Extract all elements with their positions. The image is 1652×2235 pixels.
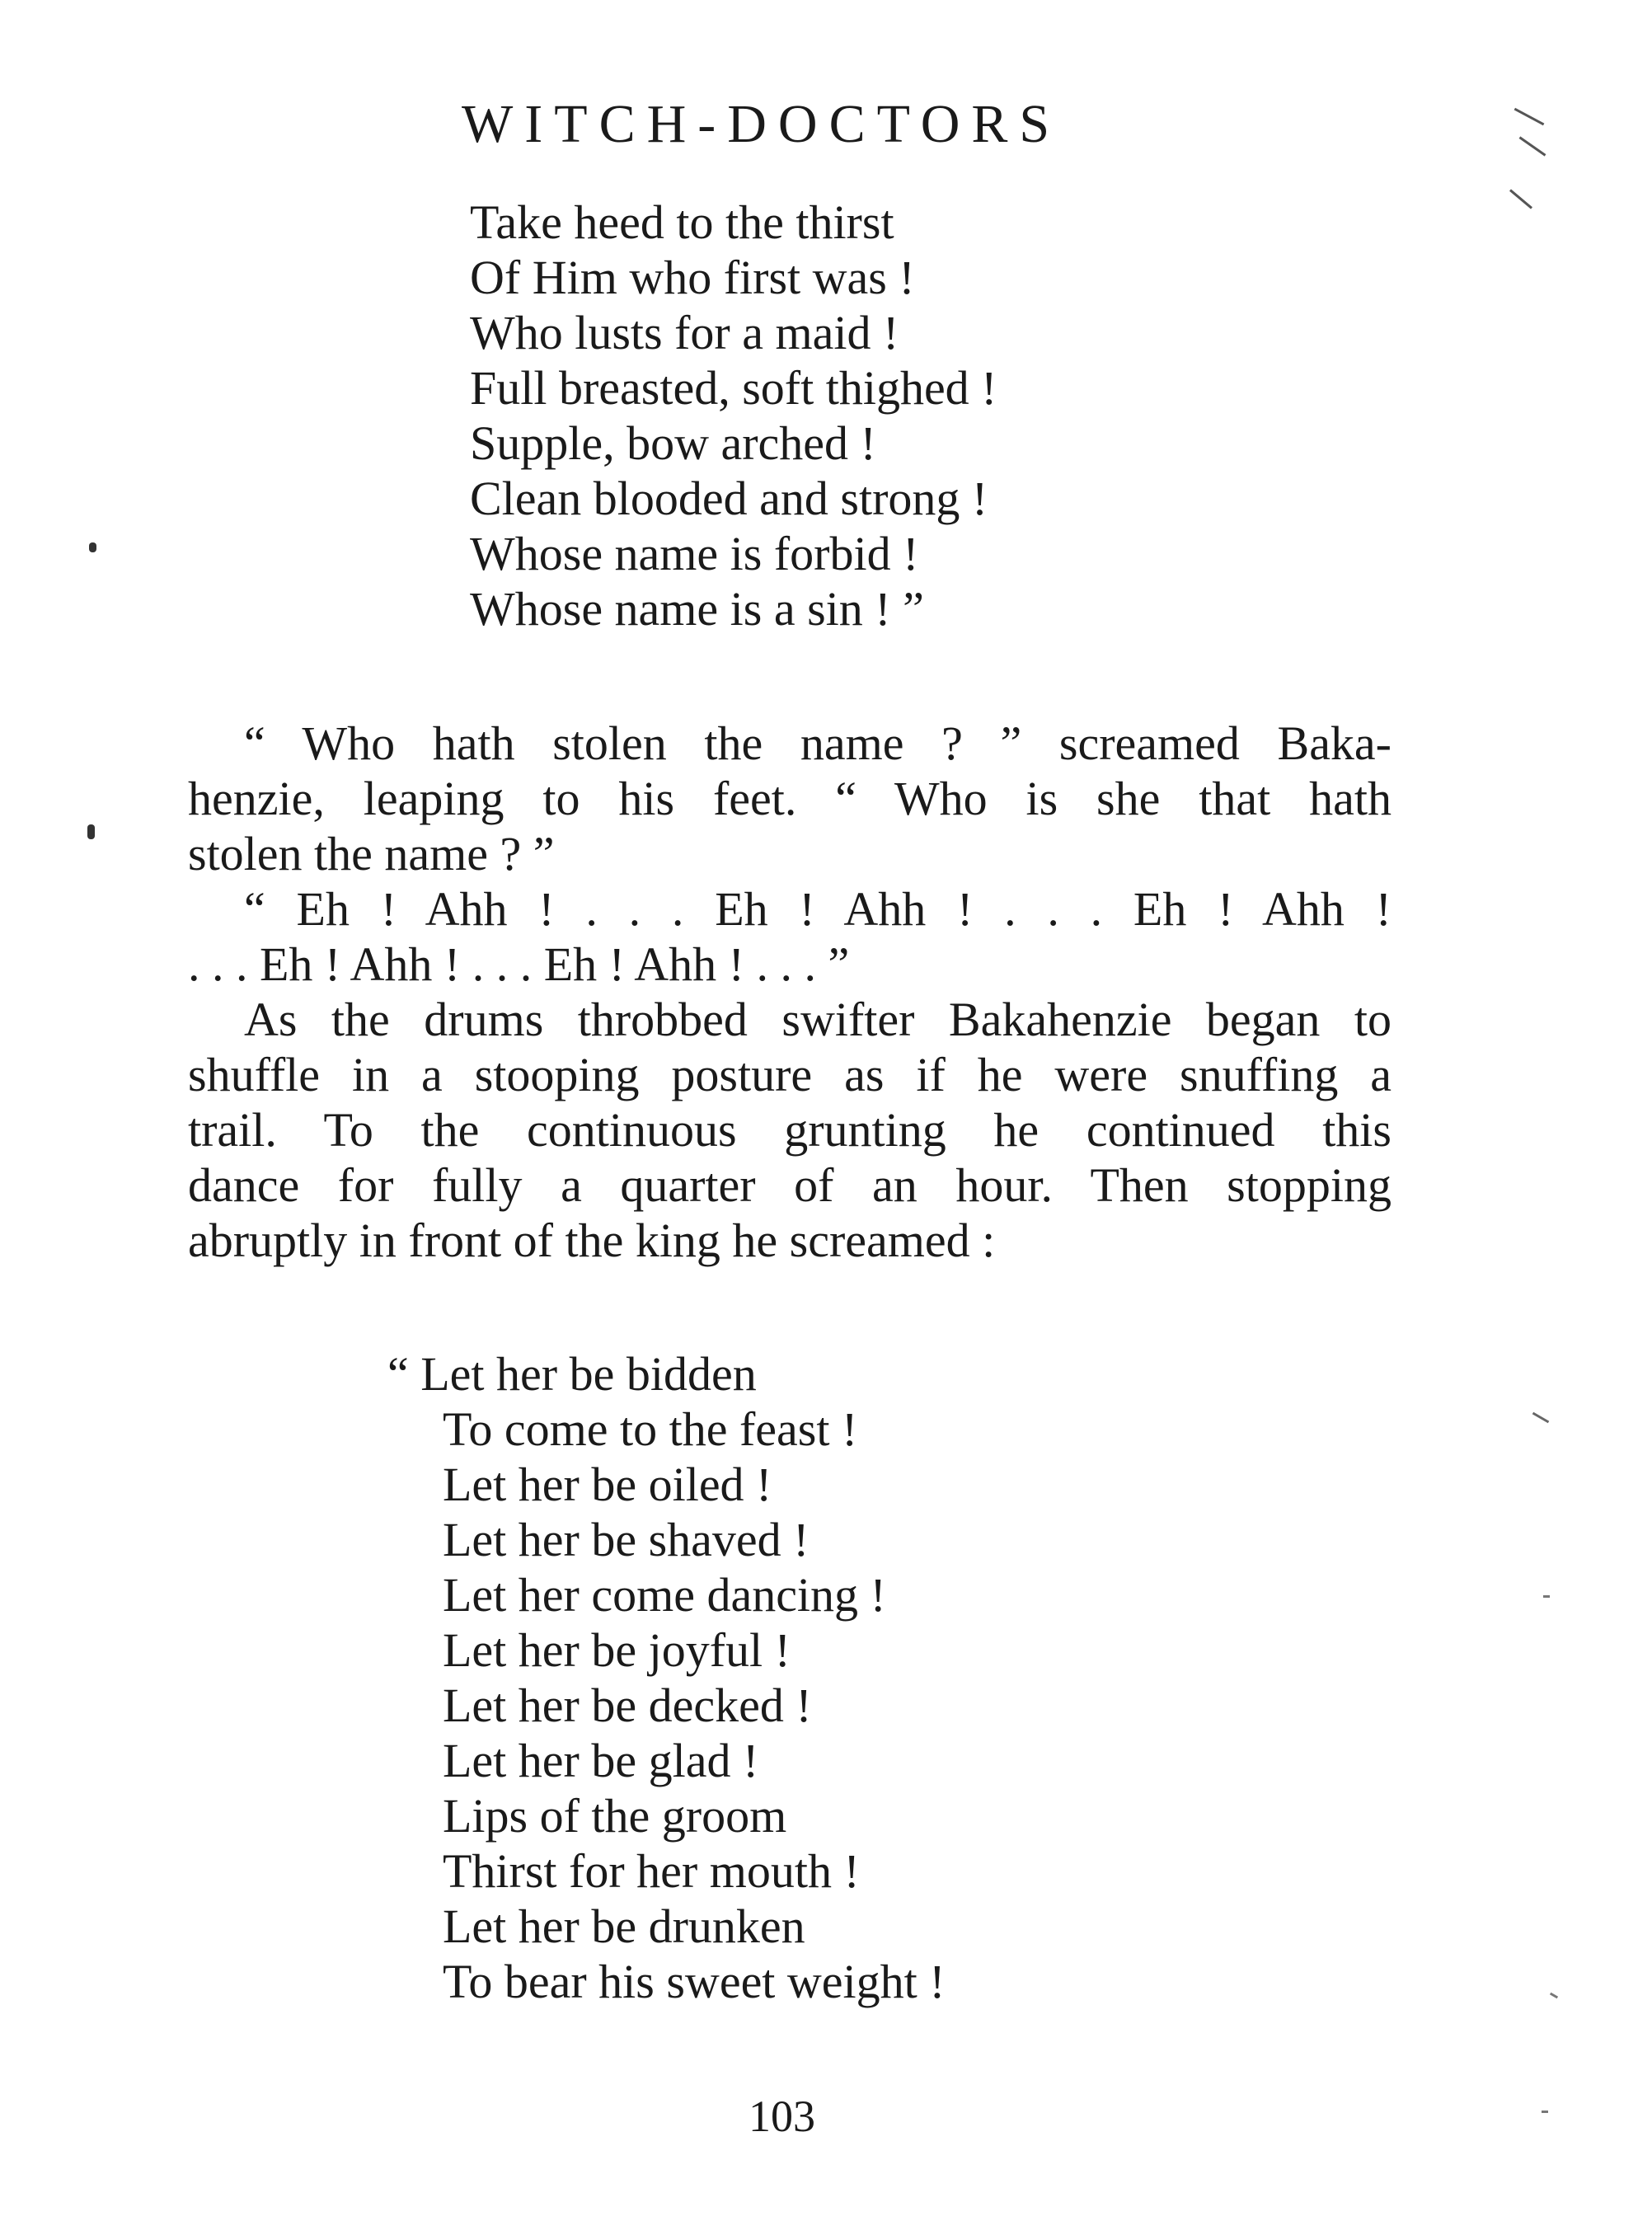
verse-line: “ Let her be bidden [387, 1347, 757, 1401]
verse-line: Clean blooded and strong ! [470, 472, 988, 525]
verse-line: Of Him who first was ! [470, 251, 915, 304]
page-number: 103 [749, 2092, 815, 2141]
scan-speck [1509, 189, 1532, 209]
prose-line: “ Eh ! Ahh ! . . . Eh ! Ahh ! . . . Eh ! Ahh ! [244, 882, 1392, 936]
prose-line: dance for fully a quarter of an hour. Then stopping [188, 1158, 1392, 1212]
verse-line: Take heed to the thirst [470, 195, 894, 249]
verse-stanza-top [470, 195, 997, 636]
verse-line: Supple, bow arched ! [470, 416, 876, 470]
verse-line: Let her be glad ! [443, 1734, 759, 1787]
verse-line: Whose name is forbid ! [470, 527, 919, 580]
prose-line: . . . Eh ! Ahh ! . . . Eh ! Ahh ! . . . ” [188, 937, 850, 991]
running-header: WITCH-DOCTORS [462, 94, 1062, 154]
verse-line: Let her be decked ! [443, 1679, 812, 1732]
verse-line: Thirst for her mouth ! [443, 1844, 860, 1898]
scan-speck [87, 824, 95, 839]
scan-speck [1542, 2111, 1548, 2113]
prose-line: As the drums throbbed swifter Bakahenzie began to [244, 993, 1392, 1046]
prose-line: henzie, leaping to his feet. “ Who is she that hath [188, 772, 1392, 825]
verse-line: Let her be joyful ! [443, 1623, 791, 1677]
verse-line: Let her be oiled ! [443, 1458, 772, 1511]
scan-speck [1519, 136, 1546, 156]
prose-line: “ Who hath stolen the name ? ” screamed Baka- [244, 716, 1392, 770]
prose-line: stolen the name ? ” [188, 827, 555, 880]
verse-line: Let her be shaved ! [443, 1513, 810, 1566]
verse-line: To bear his sweet weight ! [443, 1955, 946, 2008]
scan-speck [1514, 108, 1545, 125]
prose-paragraphs [188, 716, 1392, 1268]
verse-stanza-bottom [387, 1346, 946, 2009]
verse-line: Let her come dancing ! [443, 1568, 886, 1622]
scan-speck [1543, 1595, 1550, 1598]
verse-line: Let her be drunken [443, 1899, 805, 1953]
verse-line: Whose name is a sin ! ” [470, 582, 924, 636]
scan-speck [89, 542, 96, 552]
prose-line: trail. To the continuous grunting he continued this [188, 1103, 1392, 1157]
scan-speck [1550, 1993, 1558, 1999]
verse-line: To come to the feast ! [443, 1402, 858, 1456]
prose-line: shuffle in a stooping posture as if he were snuffing a [188, 1048, 1392, 1101]
verse-line: Full breasted, soft thighed ! [470, 361, 997, 415]
verse-line: Who lusts for a maid ! [470, 306, 899, 359]
prose-line: abruptly in front of the king he screamed : [188, 1214, 996, 1267]
scan-speck [1532, 1412, 1550, 1424]
verse-line: Lips of the groom [443, 1789, 787, 1843]
